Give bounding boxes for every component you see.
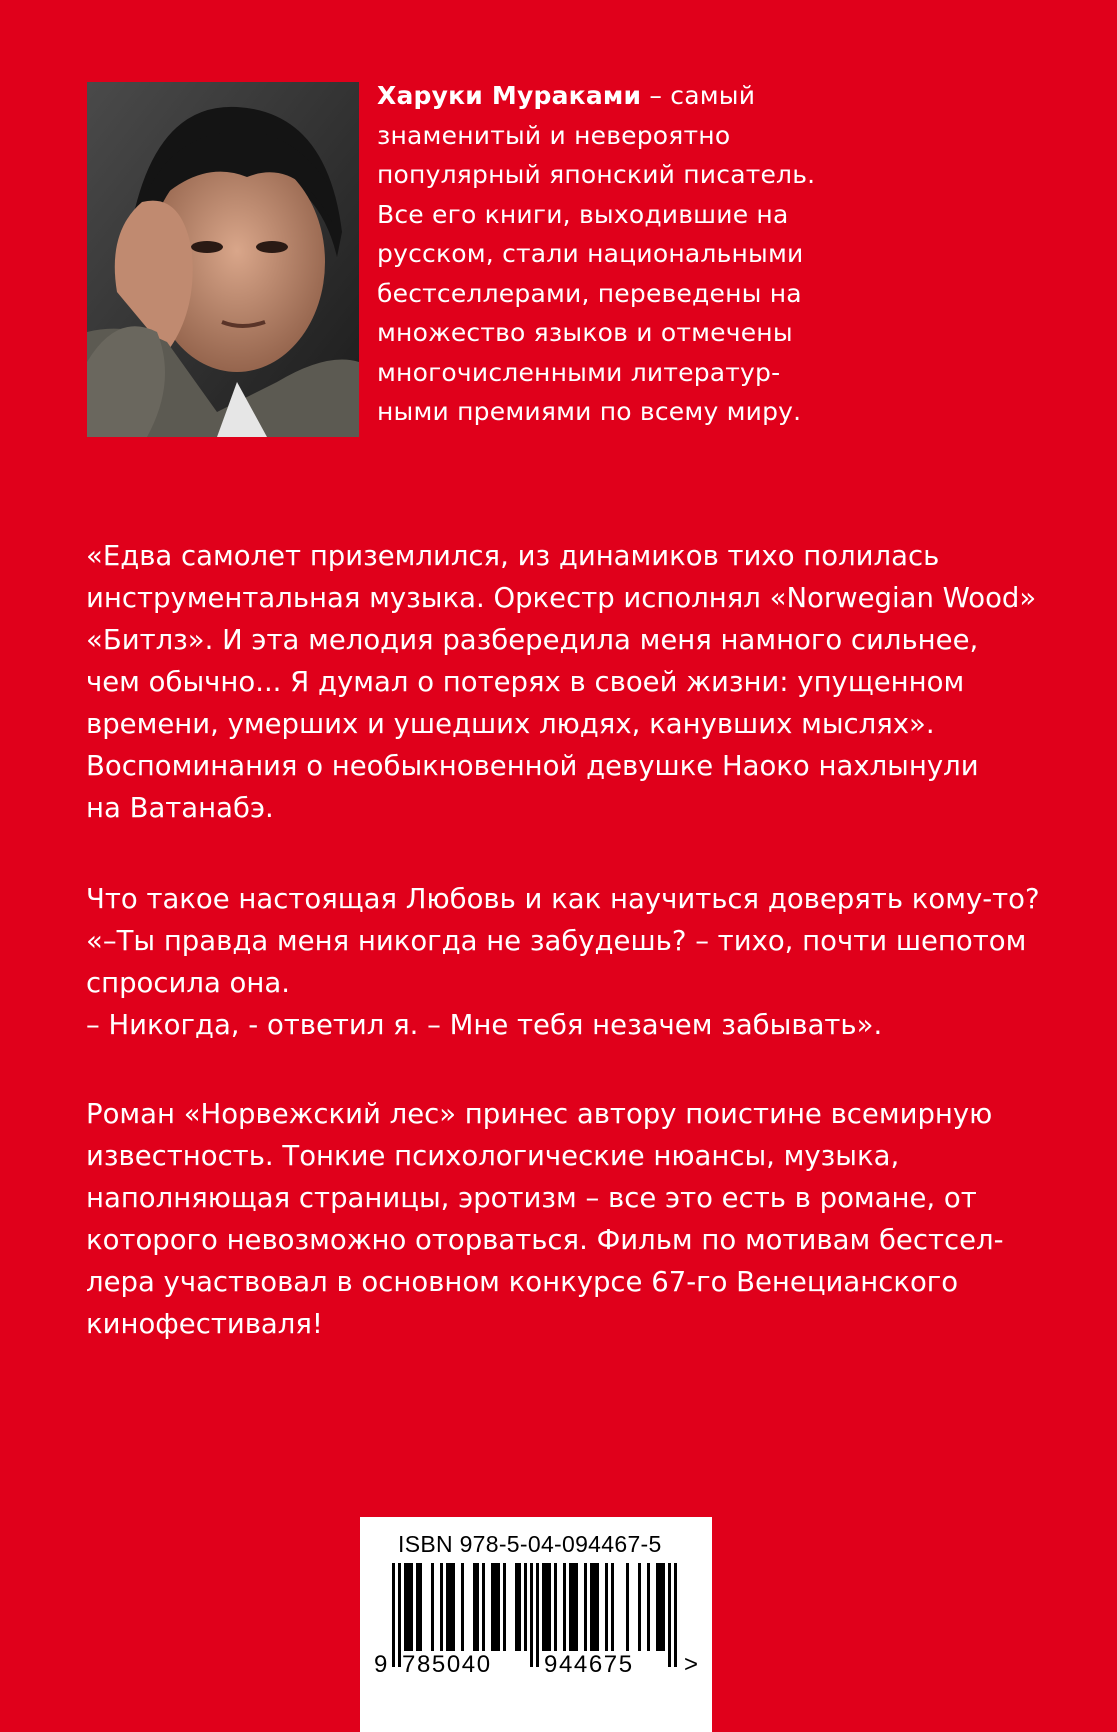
barcode-bar xyxy=(584,1563,587,1651)
barcode-bar xyxy=(440,1563,443,1651)
barcode-bar xyxy=(449,1563,452,1651)
dialogue-paragraph xyxy=(86,878,1076,1046)
bio-line: множество языков и отмечены xyxy=(377,318,793,347)
text-line: кинофестиваля! xyxy=(86,1308,323,1340)
barcode-digits xyxy=(374,1651,704,1681)
text-line: Что такое настоящая Любовь и как научиться доверять кому-то? xyxy=(86,883,1040,915)
text-line: лера участвовал в основном конкурсе 67-го Венецианского xyxy=(86,1266,959,1298)
author-bio xyxy=(377,76,816,432)
text-line: на Ватанабэ. xyxy=(86,792,274,824)
barcode-bar xyxy=(491,1563,494,1651)
author-name: Харуки Мураками xyxy=(377,81,642,110)
bio-line: ными премиями по всему миру. xyxy=(377,397,802,426)
bio-line: многочисленными литератур- xyxy=(377,357,781,387)
bio-line xyxy=(377,76,797,116)
barcode-bar xyxy=(452,1563,455,1651)
bio-line: русском, стали национальными xyxy=(377,239,804,268)
barcode-bar xyxy=(575,1563,578,1651)
barcode-bar xyxy=(611,1563,614,1651)
barcode-bar xyxy=(482,1563,485,1651)
text-line: инструментальная музыка. Оркестр исполнял «Norwegian Wood» xyxy=(86,582,1037,614)
barcode-bar xyxy=(446,1563,449,1651)
barcode-bar xyxy=(647,1563,650,1651)
barcode-bar xyxy=(515,1563,518,1651)
barcode-bar xyxy=(431,1563,434,1651)
barcode-digits-right: 944675 xyxy=(544,1651,634,1678)
barcode-bar xyxy=(545,1563,548,1651)
barcode-bar xyxy=(593,1563,596,1651)
text-line: Роман «Норвежский лес» принес автору поистине всемирную xyxy=(86,1098,993,1130)
text-line: – Никогда, - ответил я. – Мне тебя незачем забывать». xyxy=(86,1009,883,1041)
barcode-bar xyxy=(563,1563,566,1651)
barcode-bar xyxy=(659,1563,662,1651)
barcode-bar xyxy=(476,1563,479,1651)
barcode-bar xyxy=(542,1563,545,1651)
barcode-bar xyxy=(524,1563,527,1651)
barcode-bar xyxy=(572,1563,575,1651)
barcode-bar xyxy=(497,1563,500,1651)
bio-line: знаменитый и невероятно xyxy=(377,120,731,150)
bio-line: бестселлерами, переведены на xyxy=(377,278,802,308)
bio-line: Все его книги, выходившие на xyxy=(377,199,789,229)
text-line: спросила она. xyxy=(86,967,290,999)
barcode-bar xyxy=(638,1563,641,1651)
text-line: «Битлз». И эта мелодия разбередила меня намного сильнее, xyxy=(86,624,979,656)
barcode-bar xyxy=(473,1563,476,1651)
barcode-panel xyxy=(360,1517,712,1732)
barcode-bar xyxy=(569,1563,572,1651)
barcode-bar xyxy=(590,1563,593,1651)
barcode-bar xyxy=(596,1563,599,1651)
barcode-bar xyxy=(548,1563,551,1651)
text-line: Воспоминания о необыкновенной девушке Наоко нахлынули xyxy=(86,750,979,782)
barcode-bar xyxy=(503,1563,506,1651)
barcode-bar xyxy=(662,1563,665,1651)
barcode-bar xyxy=(605,1563,608,1651)
barcode-bar xyxy=(416,1563,419,1651)
text-line: времени, умерших и ушедших людях, канувших мыслях». xyxy=(86,708,935,740)
text-line: наполняющая страницы, эротизм – все это есть в романе, от xyxy=(86,1182,977,1214)
description-paragraph xyxy=(86,1093,1076,1345)
barcode-bar xyxy=(407,1563,410,1651)
barcode-bar xyxy=(494,1563,497,1651)
quote-paragraph xyxy=(86,535,1076,829)
barcode-bar xyxy=(404,1563,407,1651)
barcode-digits-left: 785040 xyxy=(402,1651,492,1678)
text-line: «–Ты правда меня никогда не забудешь? – тихо, почти шепотом xyxy=(86,925,1027,957)
author-photo xyxy=(87,82,359,437)
author-portrait-photo-icon xyxy=(87,82,359,437)
isbn-label: ISBN 978-5-04-094467-5 xyxy=(398,1531,662,1557)
barcode-bar xyxy=(410,1563,413,1651)
barcode-bar xyxy=(554,1563,557,1651)
text-line: чем обычно... Я думал о потерях в своей жизни: упущенном xyxy=(86,666,965,698)
barcode-bar xyxy=(419,1563,422,1651)
barcode-bar xyxy=(626,1563,629,1651)
bio-line: популярный японский писатель. xyxy=(377,160,816,189)
barcode-bar xyxy=(461,1563,464,1651)
barcode-digit-first: 9 xyxy=(374,1651,389,1678)
barcode-bar xyxy=(518,1563,521,1651)
barcode-end-mark: > xyxy=(684,1651,700,1678)
text-line: которого невозможно оторваться. Фильм по мотивам бестсел- xyxy=(86,1224,1004,1256)
text-line: известность. Тонкие психологические нюансы, музыка, xyxy=(86,1140,900,1172)
barcode-bar xyxy=(656,1563,659,1651)
text-line: «Едва самолет приземлился, из динамиков тихо полилась xyxy=(86,540,940,572)
bio-line-text: – самый xyxy=(641,81,756,110)
